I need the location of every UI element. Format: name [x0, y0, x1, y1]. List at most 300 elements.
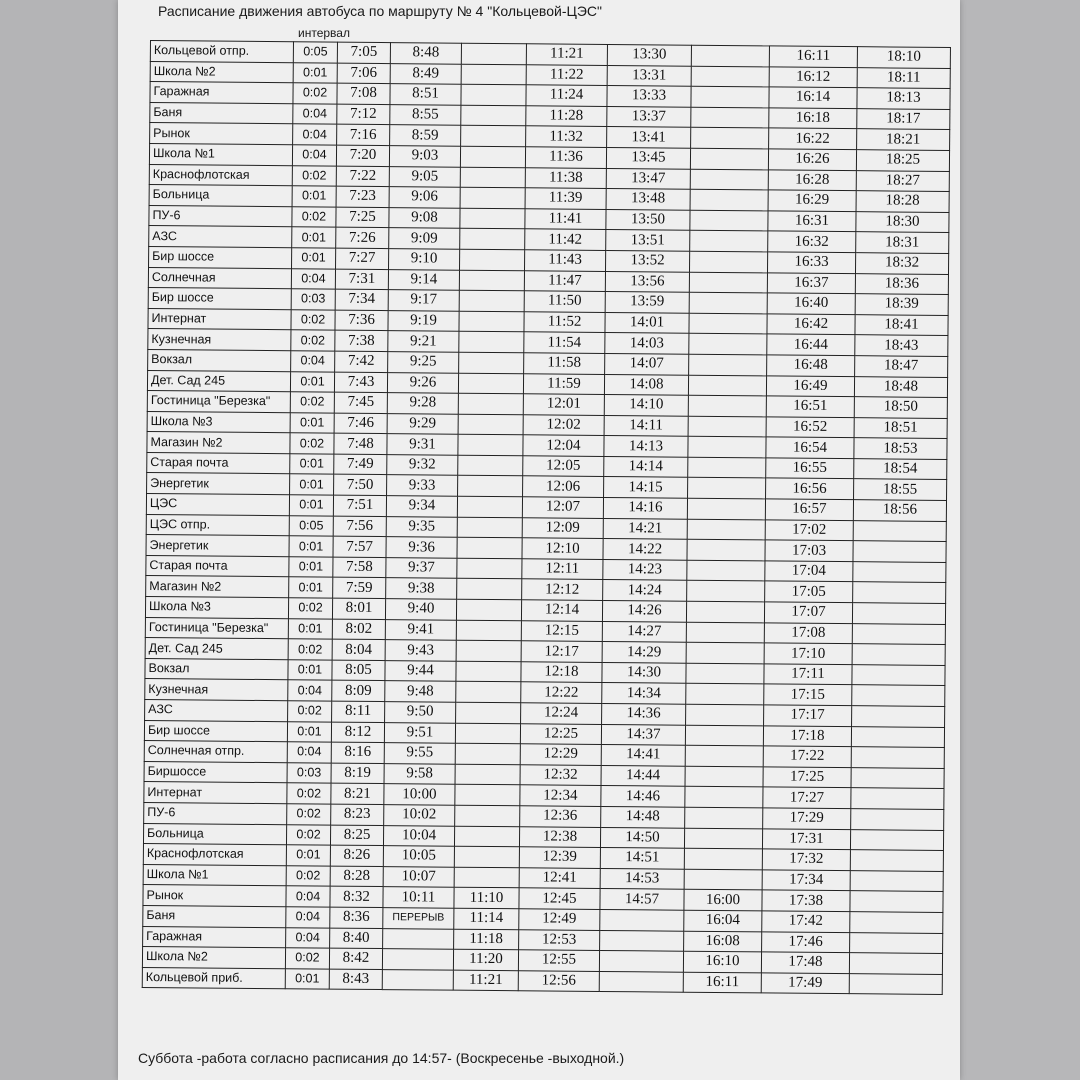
time-cell — [460, 187, 525, 208]
time-cell: 7:59 — [333, 578, 386, 599]
time-cell: 11:18 — [454, 929, 519, 950]
time-cell — [690, 210, 768, 231]
time-cell — [459, 311, 524, 332]
time-cell: 18:54 — [854, 459, 947, 480]
stop-name: Краснофлотская — [149, 164, 292, 186]
time-cell: 17:11 — [764, 664, 852, 685]
time-cell — [458, 393, 523, 414]
interval-cell: 0:02 — [286, 824, 330, 845]
time-cell: 11:59 — [523, 373, 604, 394]
time-cell: 9:41 — [385, 619, 456, 640]
interval-column-label: интервал — [298, 26, 350, 40]
time-cell: 9:14 — [388, 269, 459, 290]
interval-cell: 0:02 — [291, 330, 335, 351]
time-cell — [852, 623, 945, 644]
time-cell: 8:59 — [390, 125, 461, 146]
time-cell — [687, 539, 765, 560]
time-cell — [455, 723, 520, 744]
time-cell: 8:32 — [330, 886, 383, 907]
time-cell: 14:22 — [603, 539, 687, 560]
interval-cell: 0:02 — [288, 701, 332, 722]
time-cell: 12:02 — [523, 414, 604, 435]
time-cell: 8:01 — [332, 598, 385, 619]
time-cell: 10:04 — [383, 825, 454, 846]
time-cell — [689, 313, 767, 334]
time-cell — [600, 909, 684, 930]
time-cell: 7:57 — [333, 536, 386, 557]
time-cell: 8:25 — [330, 825, 383, 846]
time-cell — [851, 767, 944, 788]
time-cell: 12:09 — [522, 517, 603, 538]
interval-cell: 0:04 — [286, 907, 330, 928]
time-cell: 18:28 — [856, 191, 949, 212]
time-cell: 8:21 — [331, 783, 384, 804]
stop-name: Больница — [149, 185, 292, 207]
time-cell: 8:09 — [332, 681, 385, 702]
time-cell — [853, 520, 946, 541]
stop-name: Краснофлотская — [143, 844, 286, 866]
time-cell: 12:36 — [520, 806, 601, 827]
time-cell: 18:30 — [856, 211, 949, 232]
time-cell — [459, 332, 524, 353]
time-cell: 14:13 — [604, 436, 688, 457]
interval-cell: 0:01 — [288, 660, 332, 681]
time-cell: 8:43 — [329, 969, 382, 990]
time-cell: 9:03 — [389, 146, 460, 167]
time-cell: 17:31 — [762, 828, 850, 849]
time-cell: 11:24 — [526, 85, 607, 106]
time-cell: 16:22 — [769, 128, 857, 149]
time-cell — [850, 850, 943, 871]
interval-cell: 0:04 — [291, 268, 335, 289]
interval-cell: 0:01 — [292, 186, 336, 207]
stop-name: Школа №2 — [150, 61, 293, 83]
time-cell: 7:31 — [335, 269, 388, 290]
time-cell: 14:24 — [603, 580, 687, 601]
time-cell — [850, 870, 943, 891]
time-cell — [454, 867, 519, 888]
time-cell: 11:43 — [525, 250, 606, 271]
time-cell — [684, 848, 762, 869]
time-cell — [688, 416, 766, 437]
time-cell: 8:40 — [330, 928, 383, 949]
interval-cell: 0:01 — [286, 845, 330, 866]
interval-cell: 0:05 — [293, 42, 337, 63]
time-cell: 17:25 — [763, 767, 851, 788]
time-cell: 9:10 — [389, 249, 460, 270]
stop-name: Старая почта — [147, 452, 290, 474]
time-cell: 17:34 — [762, 870, 850, 891]
time-cell: 17:15 — [764, 684, 852, 705]
stop-name: Рынок — [143, 885, 286, 907]
interval-cell: 0:04 — [292, 145, 336, 166]
time-cell — [460, 249, 525, 270]
time-cell: 12:05 — [523, 456, 604, 477]
time-cell: 12:11 — [522, 559, 603, 580]
time-cell — [457, 579, 522, 600]
interval-cell: 0:04 — [291, 351, 335, 372]
time-cell — [460, 167, 525, 188]
time-cell: 17:04 — [765, 561, 853, 582]
time-cell — [685, 745, 763, 766]
interval-cell: 0:02 — [293, 83, 337, 104]
time-cell: 9:19 — [388, 310, 459, 331]
time-cell: 12:38 — [519, 826, 600, 847]
time-cell: 17:48 — [761, 952, 849, 973]
time-cell — [458, 373, 523, 394]
time-cell: 11:58 — [524, 353, 605, 374]
time-cell: 7:38 — [335, 330, 388, 351]
time-cell: 12:34 — [520, 785, 601, 806]
time-cell: 16:18 — [769, 108, 857, 129]
time-cell — [690, 231, 768, 252]
stop-name: Гаражная — [143, 926, 286, 948]
time-cell: 7:36 — [335, 310, 388, 331]
time-cell — [691, 45, 769, 66]
interval-cell: 0:01 — [289, 577, 333, 598]
time-cell: 7:26 — [336, 227, 389, 248]
time-cell: 14:10 — [604, 395, 688, 416]
interval-cell: 0:03 — [287, 763, 331, 784]
time-cell: 7:51 — [333, 495, 386, 516]
time-cell: 18:43 — [855, 335, 948, 356]
time-cell — [851, 788, 944, 809]
time-cell: 14:27 — [602, 621, 686, 642]
time-cell: 14:01 — [605, 312, 689, 333]
time-cell: 14:15 — [604, 477, 688, 498]
interval-cell: 0:04 — [286, 886, 330, 907]
time-cell: 12:07 — [522, 497, 603, 518]
time-cell — [685, 725, 763, 746]
time-cell: 9:21 — [388, 331, 459, 352]
time-cell: 16:49 — [766, 375, 854, 396]
time-cell: 12:10 — [522, 538, 603, 559]
time-cell: 18:41 — [855, 314, 948, 335]
time-cell: 18:11 — [857, 67, 950, 88]
time-cell: 11:52 — [524, 311, 605, 332]
time-cell: 12:12 — [522, 579, 603, 600]
time-cell: 7:20 — [336, 145, 389, 166]
time-cell: 18:21 — [857, 129, 950, 150]
time-cell: 7:25 — [336, 207, 389, 228]
stop-name: ЦЭС отпр. — [146, 514, 289, 536]
time-cell: 13:50 — [606, 209, 690, 230]
time-cell: 11:10 — [454, 888, 519, 909]
time-cell — [691, 66, 769, 87]
time-cell: 14:07 — [605, 353, 689, 374]
stop-name: Старая почта — [146, 555, 289, 577]
time-cell: 17:29 — [763, 808, 851, 829]
time-cell: 12:06 — [523, 476, 604, 497]
time-cell — [689, 292, 767, 313]
time-cell: 11:36 — [525, 147, 606, 168]
time-cell: 16:52 — [766, 417, 854, 438]
time-cell: 16:11 — [769, 46, 857, 67]
time-cell: 12:32 — [520, 765, 601, 786]
time-cell — [688, 457, 766, 478]
time-cell: 13:51 — [606, 230, 690, 251]
time-cell — [853, 541, 946, 562]
time-cell — [850, 829, 943, 850]
time-cell: 8:02 — [332, 619, 385, 640]
time-cell — [687, 560, 765, 581]
time-cell: 14:34 — [602, 683, 686, 704]
time-cell: 9:35 — [386, 516, 457, 537]
page-title: Расписание движения автобуса по маршруту № 4 "Кольцевой-ЦЭС" — [158, 3, 602, 19]
time-cell: 16:48 — [767, 355, 855, 376]
time-cell: 14:30 — [602, 662, 686, 683]
time-cell: 9:58 — [384, 763, 455, 784]
time-cell: 16:14 — [769, 87, 857, 108]
time-cell: 12:41 — [519, 868, 600, 889]
time-cell — [850, 932, 943, 953]
time-cell — [851, 747, 944, 768]
time-cell: 11:22 — [526, 64, 607, 85]
interval-cell: 0:01 — [289, 536, 333, 557]
interval-cell: 0:02 — [290, 433, 334, 454]
stop-name: Солнечная — [148, 267, 291, 289]
time-cell: 17:05 — [765, 581, 853, 602]
time-cell: 16:55 — [766, 458, 854, 479]
background-left — [0, 0, 130, 1080]
time-cell: 14:41 — [601, 745, 685, 766]
time-cell: 8:55 — [390, 104, 461, 125]
time-cell — [456, 640, 521, 661]
time-cell: 10:11 — [383, 887, 454, 908]
time-cell: 18:47 — [855, 356, 948, 377]
time-cell — [850, 891, 943, 912]
time-cell: 18:39 — [855, 294, 948, 315]
time-cell: 9:17 — [388, 290, 459, 311]
time-cell — [459, 290, 524, 311]
time-cell: 16:32 — [768, 231, 856, 252]
time-cell: 9:05 — [389, 166, 460, 187]
time-cell: 14:14 — [604, 456, 688, 477]
time-cell: 13:31 — [607, 65, 691, 86]
time-cell: 7:43 — [334, 372, 387, 393]
time-cell: 9:55 — [384, 743, 455, 764]
time-cell: 9:34 — [386, 496, 457, 517]
time-cell: 12:22 — [521, 682, 602, 703]
time-cell: 14:29 — [602, 642, 686, 663]
time-cell: 14:26 — [602, 601, 686, 622]
interval-cell: 0:01 — [292, 248, 336, 269]
stop-name: ЦЭС — [146, 494, 289, 516]
time-cell: 8:48 — [390, 43, 461, 64]
time-cell: 8:28 — [330, 866, 383, 887]
stop-name: Биршоссе — [144, 761, 287, 783]
time-cell — [853, 582, 946, 603]
time-cell: 14:16 — [603, 498, 687, 519]
time-cell — [461, 105, 526, 126]
time-cell: 16:54 — [766, 437, 854, 458]
schedule-table — [142, 40, 951, 995]
time-cell: 16:44 — [767, 334, 855, 355]
time-cell: 18:56 — [853, 500, 946, 521]
time-cell — [689, 354, 767, 375]
time-cell: 18:32 — [855, 253, 948, 274]
time-cell: 17:38 — [762, 890, 850, 911]
time-cell: 18:50 — [854, 397, 947, 418]
stop-name: Школа №1 — [149, 143, 292, 165]
time-cell: 16:29 — [768, 190, 856, 211]
time-cell: 18:13 — [857, 88, 950, 109]
time-cell: 14:48 — [601, 806, 685, 827]
time-cell — [691, 107, 769, 128]
time-cell — [687, 581, 765, 602]
interval-cell: 0:01 — [290, 412, 334, 433]
time-cell: 17:46 — [762, 931, 850, 952]
time-cell — [688, 436, 766, 457]
time-cell: 17:32 — [762, 849, 850, 870]
footer-note: Суббота -работа согласно расписания до 14:57- (Воскресенье -выходной.) — [138, 1050, 625, 1066]
stop-name: Школа №1 — [143, 864, 286, 886]
interval-cell: 0:02 — [291, 309, 335, 330]
time-cell: 7:23 — [336, 186, 389, 207]
time-cell: 13:45 — [606, 147, 690, 168]
time-cell: 17:10 — [764, 643, 852, 664]
time-cell: 14:53 — [600, 868, 684, 889]
time-cell: 17:22 — [763, 746, 851, 767]
interval-cell: 0:02 — [287, 783, 331, 804]
time-cell: 17:42 — [762, 911, 850, 932]
time-cell: 12:29 — [520, 744, 601, 765]
time-cell — [849, 953, 942, 974]
time-cell: 13:30 — [607, 44, 691, 65]
stop-name: Интернат — [148, 308, 291, 330]
time-cell: 17:18 — [763, 725, 851, 746]
stop-name: Школа №3 — [145, 597, 288, 619]
time-cell: 14:50 — [600, 827, 684, 848]
stop-name: АЗС — [145, 699, 288, 721]
interval-cell: 0:01 — [292, 227, 336, 248]
time-cell — [383, 928, 454, 949]
time-cell: 11:14 — [454, 908, 519, 929]
time-cell — [600, 930, 684, 951]
time-cell: 16:00 — [684, 890, 762, 911]
time-cell: 9:40 — [385, 599, 456, 620]
time-cell — [458, 455, 523, 476]
time-cell — [689, 251, 767, 272]
interval-cell: 0:04 — [288, 680, 332, 701]
time-cell: 9:36 — [386, 537, 457, 558]
time-cell: 17:07 — [764, 602, 852, 623]
stop-name: Энергетик — [147, 473, 290, 495]
time-cell: 9:28 — [387, 393, 458, 414]
interval-cell: 0:02 — [288, 598, 332, 619]
time-cell: 18:17 — [857, 108, 950, 129]
interval-cell: 0:04 — [287, 742, 331, 763]
time-cell — [684, 828, 762, 849]
time-cell: 12:14 — [521, 600, 602, 621]
time-cell: 9:50 — [385, 702, 456, 723]
time-cell: 18:27 — [856, 170, 949, 191]
stop-name: Магазин №2 — [146, 576, 289, 598]
time-cell: 7:45 — [334, 392, 387, 413]
time-cell — [459, 270, 524, 291]
time-cell: 18:36 — [855, 273, 948, 294]
stop-name: Вокзал — [148, 349, 291, 371]
interval-cell: 0:02 — [288, 639, 332, 660]
time-cell — [457, 537, 522, 558]
time-cell: 9:32 — [387, 454, 458, 475]
time-cell: 12:55 — [518, 950, 599, 971]
time-cell: 8:04 — [332, 639, 385, 660]
time-cell: 16:37 — [767, 272, 855, 293]
stop-name: Магазин №2 — [147, 432, 290, 454]
time-cell: 9:25 — [388, 351, 459, 372]
time-cell — [685, 807, 763, 828]
time-cell: 7:58 — [333, 557, 386, 578]
time-cell: 14:57 — [600, 889, 684, 910]
time-cell: 10:05 — [383, 846, 454, 867]
time-cell: 11:28 — [526, 106, 607, 127]
stop-name: Кузнечная — [148, 329, 291, 351]
time-cell: 16:40 — [767, 293, 855, 314]
time-cell — [688, 478, 766, 499]
time-cell — [461, 84, 526, 105]
time-cell: 12:15 — [521, 620, 602, 641]
time-cell: 9:08 — [389, 207, 460, 228]
time-cell: 9:38 — [386, 578, 457, 599]
stop-name: Гаражная — [150, 82, 293, 104]
time-cell: 9:29 — [387, 413, 458, 434]
time-cell: 9:33 — [387, 475, 458, 496]
time-cell: 16:08 — [684, 931, 762, 952]
stop-name: Гостиница "Березка" — [147, 391, 290, 413]
time-cell: 14:03 — [605, 333, 689, 354]
time-cell: 10:00 — [384, 784, 455, 805]
time-cell — [455, 785, 520, 806]
stop-name: Баня — [143, 905, 286, 927]
time-cell: 13:52 — [606, 250, 690, 271]
time-cell — [461, 64, 526, 85]
time-cell: 18:53 — [854, 438, 947, 459]
stop-name: Дет. Сад 245 — [145, 638, 288, 660]
time-cell — [456, 599, 521, 620]
time-cell — [382, 949, 453, 970]
interval-cell: 0:02 — [286, 865, 330, 886]
time-cell: 17:17 — [764, 705, 852, 726]
time-cell — [851, 726, 944, 747]
interval-cell: 0:01 — [285, 968, 329, 989]
time-cell: 16:10 — [683, 951, 761, 972]
time-cell: 8:11 — [332, 701, 385, 722]
time-cell: 8:26 — [330, 845, 383, 866]
time-cell — [456, 682, 521, 703]
time-cell: 17:08 — [764, 623, 852, 644]
time-cell — [688, 395, 766, 416]
interval-cell: 0:01 — [289, 495, 333, 516]
time-cell: 16:51 — [766, 396, 854, 417]
time-cell: 14:44 — [601, 765, 685, 786]
time-cell: 7:49 — [334, 454, 387, 475]
schedule-body — [142, 41, 950, 995]
stop-name: Баня — [150, 102, 293, 124]
time-cell: 11:21 — [453, 970, 518, 991]
time-cell — [455, 764, 520, 785]
interval-cell: 0:01 — [290, 371, 334, 392]
interval-cell: 0:01 — [293, 62, 337, 83]
time-cell — [687, 519, 765, 540]
time-cell — [382, 969, 453, 990]
time-cell — [691, 86, 769, 107]
time-cell: 11:42 — [525, 229, 606, 250]
time-cell — [853, 561, 946, 582]
time-cell: 14:36 — [602, 703, 686, 724]
time-cell: 7:06 — [337, 63, 390, 84]
time-cell: 7:46 — [334, 413, 387, 434]
